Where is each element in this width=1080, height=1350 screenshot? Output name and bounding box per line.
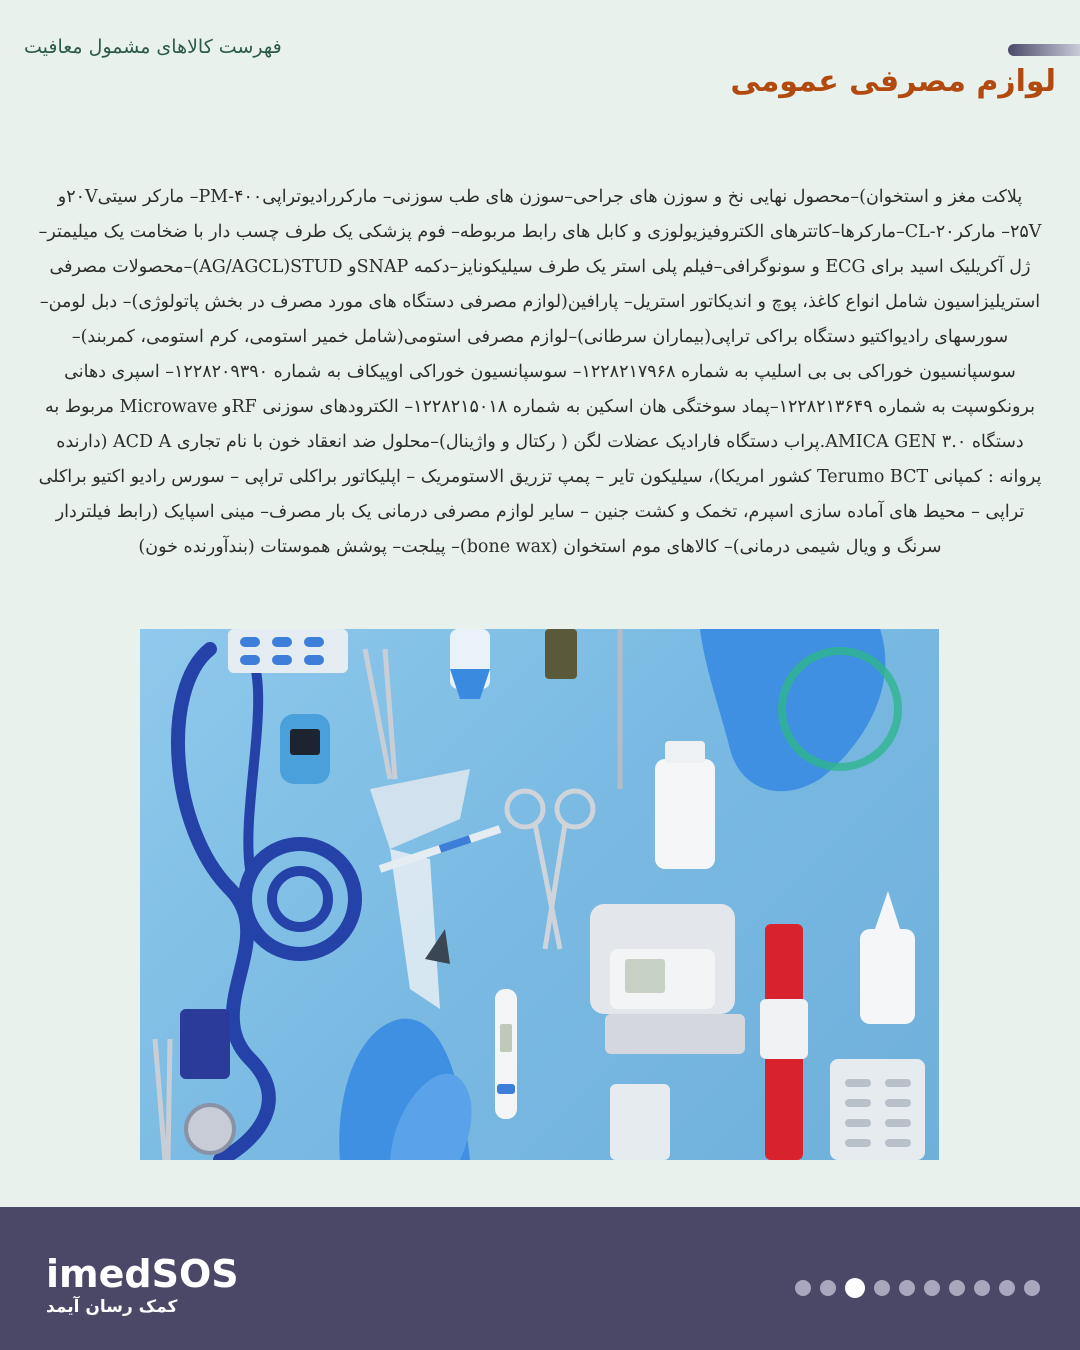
- dropper-bottle-icon: [860, 929, 915, 1024]
- brand-logo: imedSOS: [46, 1252, 239, 1296]
- page-title: لوازم مصرفی عمومی: [730, 64, 1056, 99]
- bottle-icon: [655, 759, 715, 869]
- supplies-list-paragraph: پلاکت مغز و استخوان)–محصول نهایی نخ و سوزن های جراحی–سوزن های طب سوزنی– مارکررادیوتراپی۴۰۰-PM– مارکر سیتی۲۰Vو ۲۵V– مارکر۲۰-CL–مارکرها–کاتترهای الکتروفیزیولوزی و کابل های رابط مربوطه– فوم پزشکی یک طرف چسب دار با ضخامت یک میلیمتر–ژل آکریلیک اسید برای ECG و سونوگرافی–فیلم پلی استر یک طرف سیلیکونایز–دکمه SNAPو AG/AGCL)STUD)–محصولات مصرفی استریلیزاسیون شامل انواع کاغذ، پوچ و اندیکاتور استریل– پارافین(لوازم مصرفی دستگاه های مورد مصرف در بخش پاتولوژی)– دبل لومن–سورسهای رادیواکتیو دستگاه براکی تراپی(بیماران سرطانی)–لوازم مصرفی استومی(شامل خمیر استومی، کرم استومی، کمربند)–سوسپانسیون خوراکی بی بی اسلیپ به شماره ۱۲۲۸۲۱۷۹۶۸– سوسپانسیون خوراکی اوپیکاف به شماره ۱۲۲۸۲۰۹۳۹۰– اسپری دهانی برونکوسپت به شماره ۱۲۲۸۲۱۳۶۴۹–پماد سوختگی هان اسکین به شماره ۱۲۲۸۲۱۵۰۱۸– الکترودهای سوزنی RFو Microwave مربوط به دستگاه AMICA GEN ۳.۰.پراب دستگاه فارادیک عضلات لگن ( رکتال و واژینال)–محلول ضد انعقاد خون با نام تجاری ACD A (دارنده پروانه : کمپانی Terumo BCT کشور امریکا)، سیلیکون تایر – پمپ تزریق الاستومریک – اپلیکاتور براکلی تراپی – سورس رادیو اکتیو براکلی تراپی – محیط های آماده سازی اسپرم، تخمک و کشت جنین – سایر لوازم مصرفی درمانی یک بار مصرف– مینی اسپایک (رابط فیلتردار سرنگ و ویال شیمی درمانی)– کالاهای موم استخوان (bone wax)– پیلجت– پوشش هموستات (بندآورنده خون): [38, 187, 1042, 557]
- medical-supplies-photo: [140, 629, 939, 1160]
- medical-supplies-illustration: [140, 629, 939, 1160]
- pagination-dot[interactable]: [1024, 1280, 1040, 1296]
- pagination-dot[interactable]: [949, 1280, 965, 1296]
- pagination-dot[interactable]: [924, 1280, 940, 1296]
- pagination-dot[interactable]: [820, 1280, 836, 1296]
- pagination-dot[interactable]: [974, 1280, 990, 1296]
- thermometer-icon: [495, 989, 517, 1119]
- pagination-dots: [795, 1278, 1040, 1298]
- pagination-dot[interactable]: [795, 1280, 811, 1296]
- pagination-dot[interactable]: [899, 1280, 915, 1296]
- pagination-dot[interactable]: [845, 1278, 865, 1298]
- pagination-dot[interactable]: [874, 1280, 890, 1296]
- section-subtitle: فهرست کالاهای مشمول معافیت: [24, 36, 282, 58]
- top-accent-bar: [1008, 44, 1080, 56]
- pagination-dot[interactable]: [999, 1280, 1015, 1296]
- brand-tagline: کمک رسان آیمد: [46, 1297, 178, 1317]
